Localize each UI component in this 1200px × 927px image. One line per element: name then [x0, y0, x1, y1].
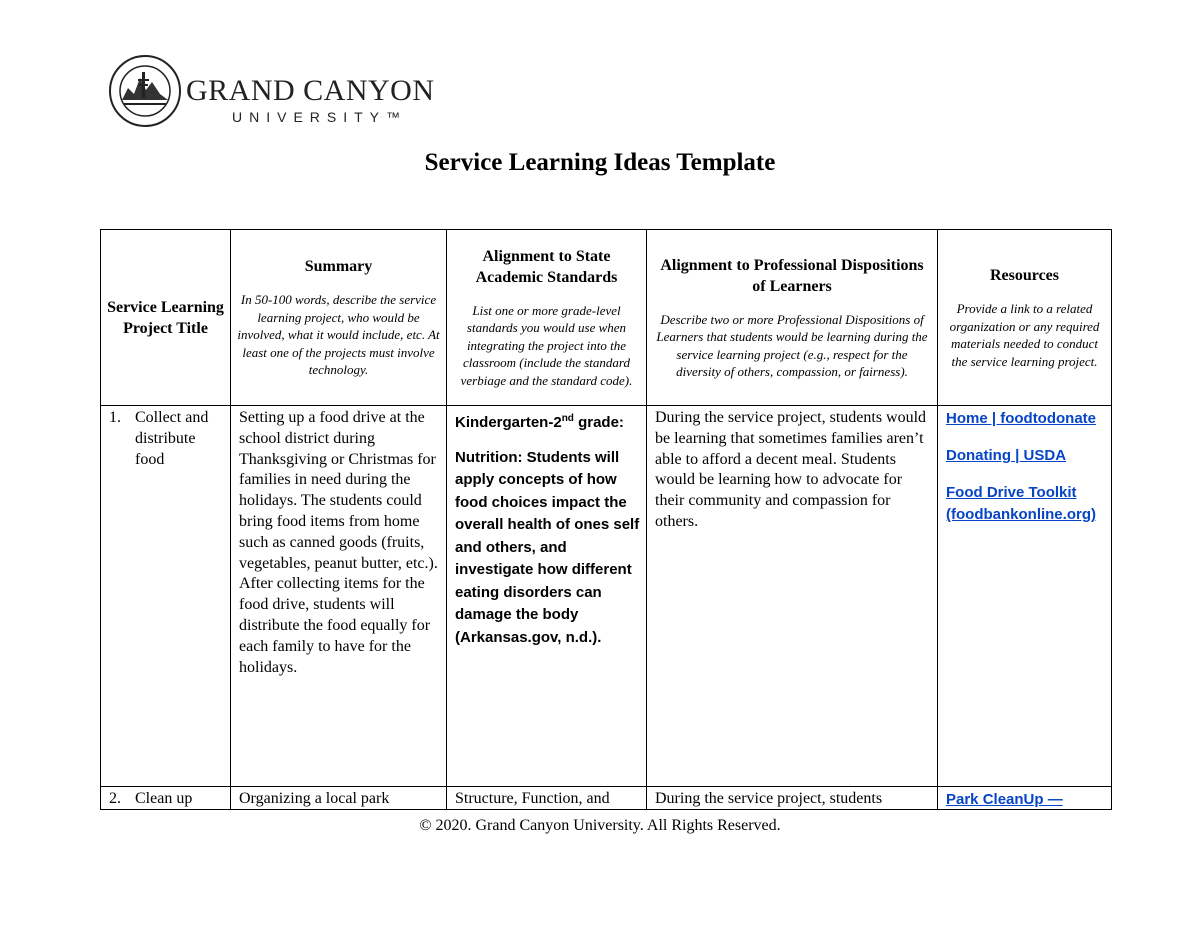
header-description: List one or more grade-level standards you would use when integrating the project into the classroom (include the standard verbiage and the standard code).: [460, 302, 633, 388]
header-title: Resources: [989, 267, 1060, 284]
standards-grade: Kindergarten-2nd grade:: [455, 413, 624, 431]
university-logo: [108, 54, 438, 130]
project-title-cell: [101, 787, 230, 809]
service-learning-table: [100, 229, 1112, 810]
header-project-title: [101, 230, 231, 406]
header-dispositions: [647, 230, 938, 406]
resource-link-usda[interactable]: Donating | USDA: [946, 447, 1067, 464]
copyright-footer: © 2020. Grand Canyon University. All Rights Reserved.: [419, 817, 781, 834]
summary-cell: Setting up a food drive at the school district during Thanksgiving or Christmas for families in need during the holidays. The students could bring food items from home such as canned goods (fruits, vegetables, peanut butter, etc.). After collecting items for the food drive, students will distribute the food equally for each family to have for the holidays.: [239, 409, 438, 676]
header-description: Provide a link to a related organization or any required materials needed to conduct the service learning project.: [949, 301, 1100, 369]
university-seal-icon: [108, 54, 182, 128]
resources-cell: [938, 787, 1111, 809]
project-title: Clean up: [135, 790, 193, 807]
document-title: Service Learning Ideas Template: [424, 149, 776, 176]
project-title-cell: [101, 406, 230, 470]
header-title: Summary: [304, 258, 373, 276]
project-title: Collect and distribute food: [135, 409, 209, 468]
logo-subtitle: UNIVERSITY™: [232, 109, 408, 125]
table-header-row: [101, 230, 1112, 406]
standards-cell: [447, 406, 646, 649]
dispositions-cell: During the service project, students: [655, 790, 883, 807]
dispositions-cell: During the service project, students would be learning that sometimes families aren’t able to afford a decent meal. Students would be learning how to advocate for their community and compassion for others.: [655, 409, 927, 530]
resource-link-foodtodonate[interactable]: Home | foodtodonate: [946, 410, 1097, 427]
table-row: [101, 787, 1112, 810]
header-title: Service Learning Project Title: [107, 298, 224, 337]
header-resources: [938, 230, 1112, 406]
resource-link-food-drive-toolkit[interactable]: Food Drive Toolkit (foodbankonline.org): [946, 484, 1096, 523]
logo-name: GRAND CANYON: [186, 74, 435, 107]
header-title: Alignment to State Academic Standards: [475, 247, 618, 286]
header-title: Alignment to Professional Dispositions of Learners: [660, 256, 924, 295]
header-description: Describe two or more Professional Dispositions of Learners that students would be learning during the service learning project (e.g., respect for the diversity of others, compassion, or fairness).: [656, 311, 928, 379]
header-standards: [447, 230, 647, 406]
row-number: 2.: [109, 790, 121, 807]
standards-text: Nutrition: Students will apply concepts of how food choices impact the overall health of ones self and others, and investigate how different eating disorders can damage the body (Arkansas.gov, n.d.).: [455, 448, 640, 646]
summary-cell: Organizing a local park: [239, 790, 390, 807]
standards-cell: Structure, Function, and: [455, 790, 610, 807]
header-summary: [231, 230, 447, 406]
resource-link-park-cleanup[interactable]: Park CleanUp —: [946, 791, 1063, 808]
header-description: In 50-100 words, describe the service learning project, who would be involved, what it would include, etc. At least one of the projects must involve technology.: [237, 292, 440, 378]
row-number: 1.: [109, 409, 121, 426]
table-row: [101, 406, 1112, 787]
resources-cell: [938, 406, 1111, 526]
